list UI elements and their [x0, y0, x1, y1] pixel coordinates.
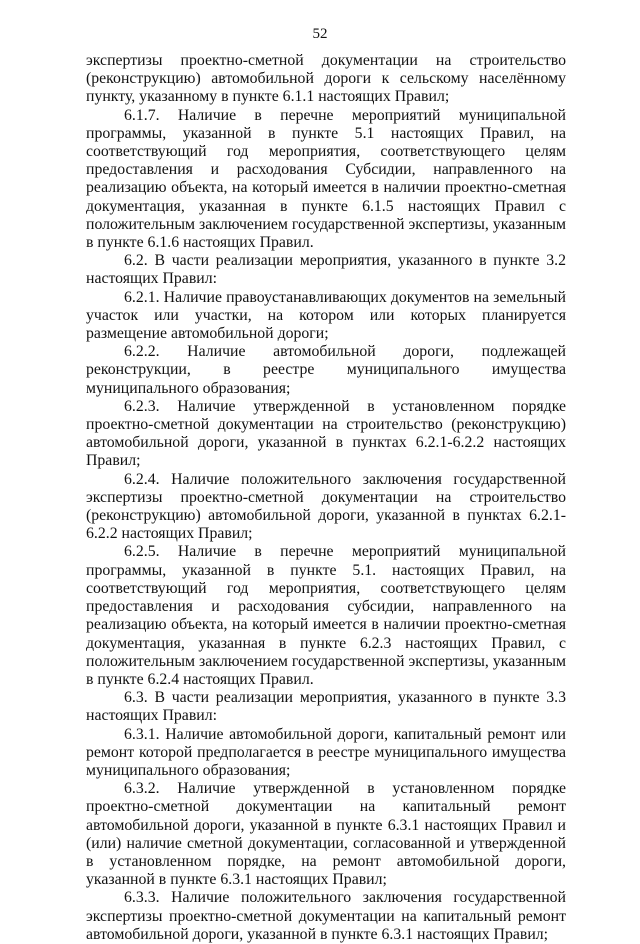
- paragraph-6-2-5: 6.2.5. Наличие в перечне мероприятий муниципальной программы, указанной в пункте 5.1. настоящих Правил, на соответствующий год мероприятия, соответствующего целям предоставления и расходования субсидии, направленного на реализацию объекта, на который имеется в наличии проектно-сметная документация, указанная в пункте 6.2.3 настоящих Правил, с положительным заключением государственной экспертизы, указанным в пункте 6.2.4 настоящих Правил.: [86, 543, 566, 688]
- paragraph-6-2: 6.2. В части реализации мероприятия, указанного в пункте 3.2 настоящих Правил:: [86, 252, 566, 288]
- paragraph-6-3-3: 6.3.3. Наличие положительного заключения государственной экспертизы проектно-сметной документации на капитальный ремонт автомобильной дороги, указанной в пункте 6.3.1 настоящих Правил;: [86, 889, 566, 943]
- paragraph-6-2-3: 6.2.3. Наличие утвержденной в установленном порядке проектно-сметной документации на строительство (реконструкцию) автомобильной дороги, указанной в пунктах 6.2.1-6.2.2 настоящих Правил;: [86, 397, 566, 470]
- paragraph-6-1-7: 6.1.7. Наличие в перечне мероприятий муниципальной программы, указанной в пункте 5.1 настоящих Правил, на соответствующий год мероприятия, соответствующего целям предоставления и расходования Субсидии, направленного на реализацию объекта, на который имеется в наличии проектно-сметная документация, указанная в пункте 6.1.5 настоящих Правил с положительным заключением государственной экспертизы, указанным в пункте 6.1.6 настоящих Правил.: [86, 106, 566, 252]
- paragraph-6-3-1: 6.3.1. Наличие автомобильной дороги, капитальный ремонт или ремонт которой предполагается в реестре муниципального имущества муниципального образования;: [86, 725, 566, 779]
- paragraph-6-2-4: 6.2.4. Наличие положительного заключения государственной экспертизы проектно-сметной документации на строительство (реконструкцию) автомобильной дороги, указанной в пунктах 6.2.1-6.2.2 настоящих Правил;: [86, 470, 566, 543]
- paragraph-6-2-2: 6.2.2. Наличие автомобильной дороги, подлежащей реконструкции, в реестре муниципального имущества муниципального образования;: [86, 343, 566, 397]
- paragraph-6-3-2: 6.3.2. Наличие утвержденной в установленном порядке проектно-сметной документации на капитальный ремонт автомобильной дороги, указанной в пункте 6.3.1 настоящих Правил и (или) наличие сметной документации, согласованной и утвержденной в установленном порядке, на ремонт автомобильной дороги, указанной в пункте 6.3.1 настоящих Правил;: [86, 780, 566, 889]
- paragraph-6-2-1: 6.2.1. Наличие правоустанавливающих документов на земельный участок или участки, на котором или которых планируется размещение автомобильной дороги;: [86, 288, 566, 343]
- paragraph-continuation: экспертизы проектно-сметной документации на строительство (реконструкцию) автомобильной дороги к сельскому населённому пункту, указанному в пункте 6.1.1 настоящих Правил;: [86, 52, 566, 106]
- page-number: 52: [312, 26, 328, 42]
- document-body: [86, 52, 566, 944]
- paragraph-6-3: 6.3. В части реализации мероприятия, указанного в пункте 3.3 настоящих Правил:: [86, 689, 566, 725]
